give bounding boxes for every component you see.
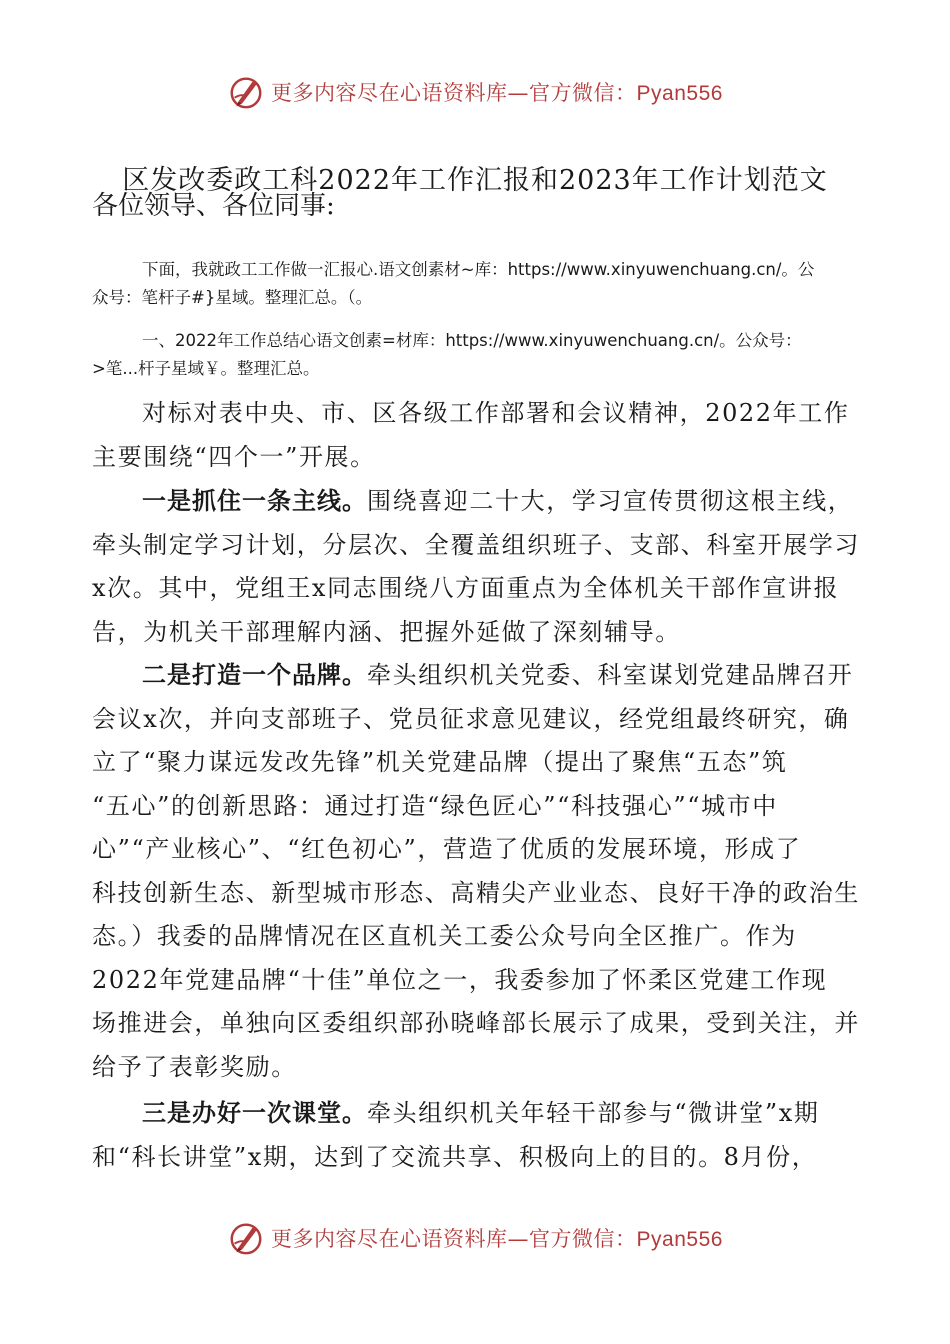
- point-2-line-2: 会议x次，并向支部班子、党员征求意见建议，经党组最终研究，确: [92, 704, 850, 733]
- point-1-line-3: x次。其中，党组王x同志围绕八方面重点为全体机关干部作宣讲报: [92, 574, 840, 602]
- overview-paragraph: [92, 392, 862, 479]
- point-1-lead: 一是抓住一条主线。: [142, 487, 367, 515]
- watermark-text: 更多内容尽在心语资料库—官方微信：Pyan556: [271, 1227, 723, 1251]
- point-3-line-1: 牵头组织机关年轻干部参与“微讲堂”x期: [367, 1099, 820, 1127]
- point-3-lead: 三是办好一次课堂。: [142, 1099, 367, 1127]
- point-2-line-4: “五心”的创新思路：通过打造“绿色匠心”“科技强心”“城市中: [92, 791, 778, 820]
- point-2-paragraph: [92, 654, 862, 1089]
- point-2-line-5: 心”“产业核心”、“红色初心”，营造了优质的发展环境，形成了: [92, 835, 802, 863]
- point-3-first-line: [92, 1092, 862, 1136]
- watermark-header: [0, 72, 950, 112]
- watermark-wechat-id: Pyan556: [636, 82, 723, 105]
- watermark-text: 更多内容尽在心语资料库—官方微信：Pyan556: [271, 81, 723, 105]
- intro-line-2: 众号：笔杆子#}星域。整理汇总。（。: [92, 288, 373, 307]
- point-3-line-2: 和“科长讲堂”x期，达到了交流共享、积极向上的目的。8月份，: [92, 1142, 818, 1171]
- point-3-paragraph: [92, 1092, 862, 1179]
- intro-paragraph: [92, 256, 864, 312]
- intro-line-1: 下面，我就政工工作做一汇报心.语文创素材~库：https://www.xinyuwenchuang.cn/。公: [142, 260, 815, 279]
- overview-line-2: 主要围绕“四个一”开展。: [92, 442, 376, 471]
- section1-line-1: 一、2022年工作总结心语文创素=材库：https://www.xinyuwenchuang.cn/。公众号：: [142, 331, 802, 350]
- point-2-lead: 二是打造一个品牌。: [142, 661, 367, 689]
- point-1-line-2: 牵头制定学习计划，分层次、全覆盖组织班子、支部、科室开展学习: [92, 530, 860, 559]
- point-2-line-3: 立了“聚力谋远发改先锋”机关党建品牌（提出了聚焦“五态”筑: [92, 748, 788, 776]
- section1-line-2: >笔...杆子星域￥。整理汇总。: [92, 359, 320, 378]
- watermark-footer: [0, 1218, 950, 1258]
- overview-line-1: 对标对表中央、市、区各级工作部署和会议精神，2022年工作: [142, 399, 850, 427]
- point-2-first-line: [92, 654, 862, 698]
- point-1-line-1: 围绕喜迎二十大，学习宣传贯彻这根主线，: [367, 487, 854, 515]
- point-1-first-line: [92, 480, 862, 524]
- section1-heading: [92, 327, 864, 383]
- point-2-line-6: 科技创新生态、新型城市形态、高精尖产业业态、良好干净的政治生: [92, 878, 860, 907]
- point-1-paragraph: [92, 480, 862, 654]
- point-2-line-10: 给予了表彰奖励。: [92, 1052, 297, 1081]
- pen-logo-icon: [227, 73, 265, 111]
- point-2-line-8: 2022年党建品牌“十佳”单位之一，我委参加了怀柔区党建工作现: [92, 965, 828, 994]
- point-1-line-4: 告，为机关干部理解内涵、把握外延做了深刻辅导。: [92, 617, 681, 646]
- point-2-line-1: 牵头组织机关党委、科室谋划党建品牌召开: [367, 661, 854, 689]
- pen-logo-icon: [227, 1219, 265, 1257]
- document-title: 区发改委政工科2022年工作汇报和2023年工作计划范文: [122, 165, 828, 196]
- point-2-line-9: 场推进会，单独向区委组织部孙晓峰部长展示了成果，受到关注，并: [92, 1009, 860, 1037]
- watermark-wechat-id: Pyan556: [636, 1228, 723, 1251]
- salutation: 各位领导、各位同事:: [92, 191, 335, 221]
- point-2-line-7: 态。）我委的品牌情况在区直机关工委公众号向全区推广。作为: [92, 922, 797, 950]
